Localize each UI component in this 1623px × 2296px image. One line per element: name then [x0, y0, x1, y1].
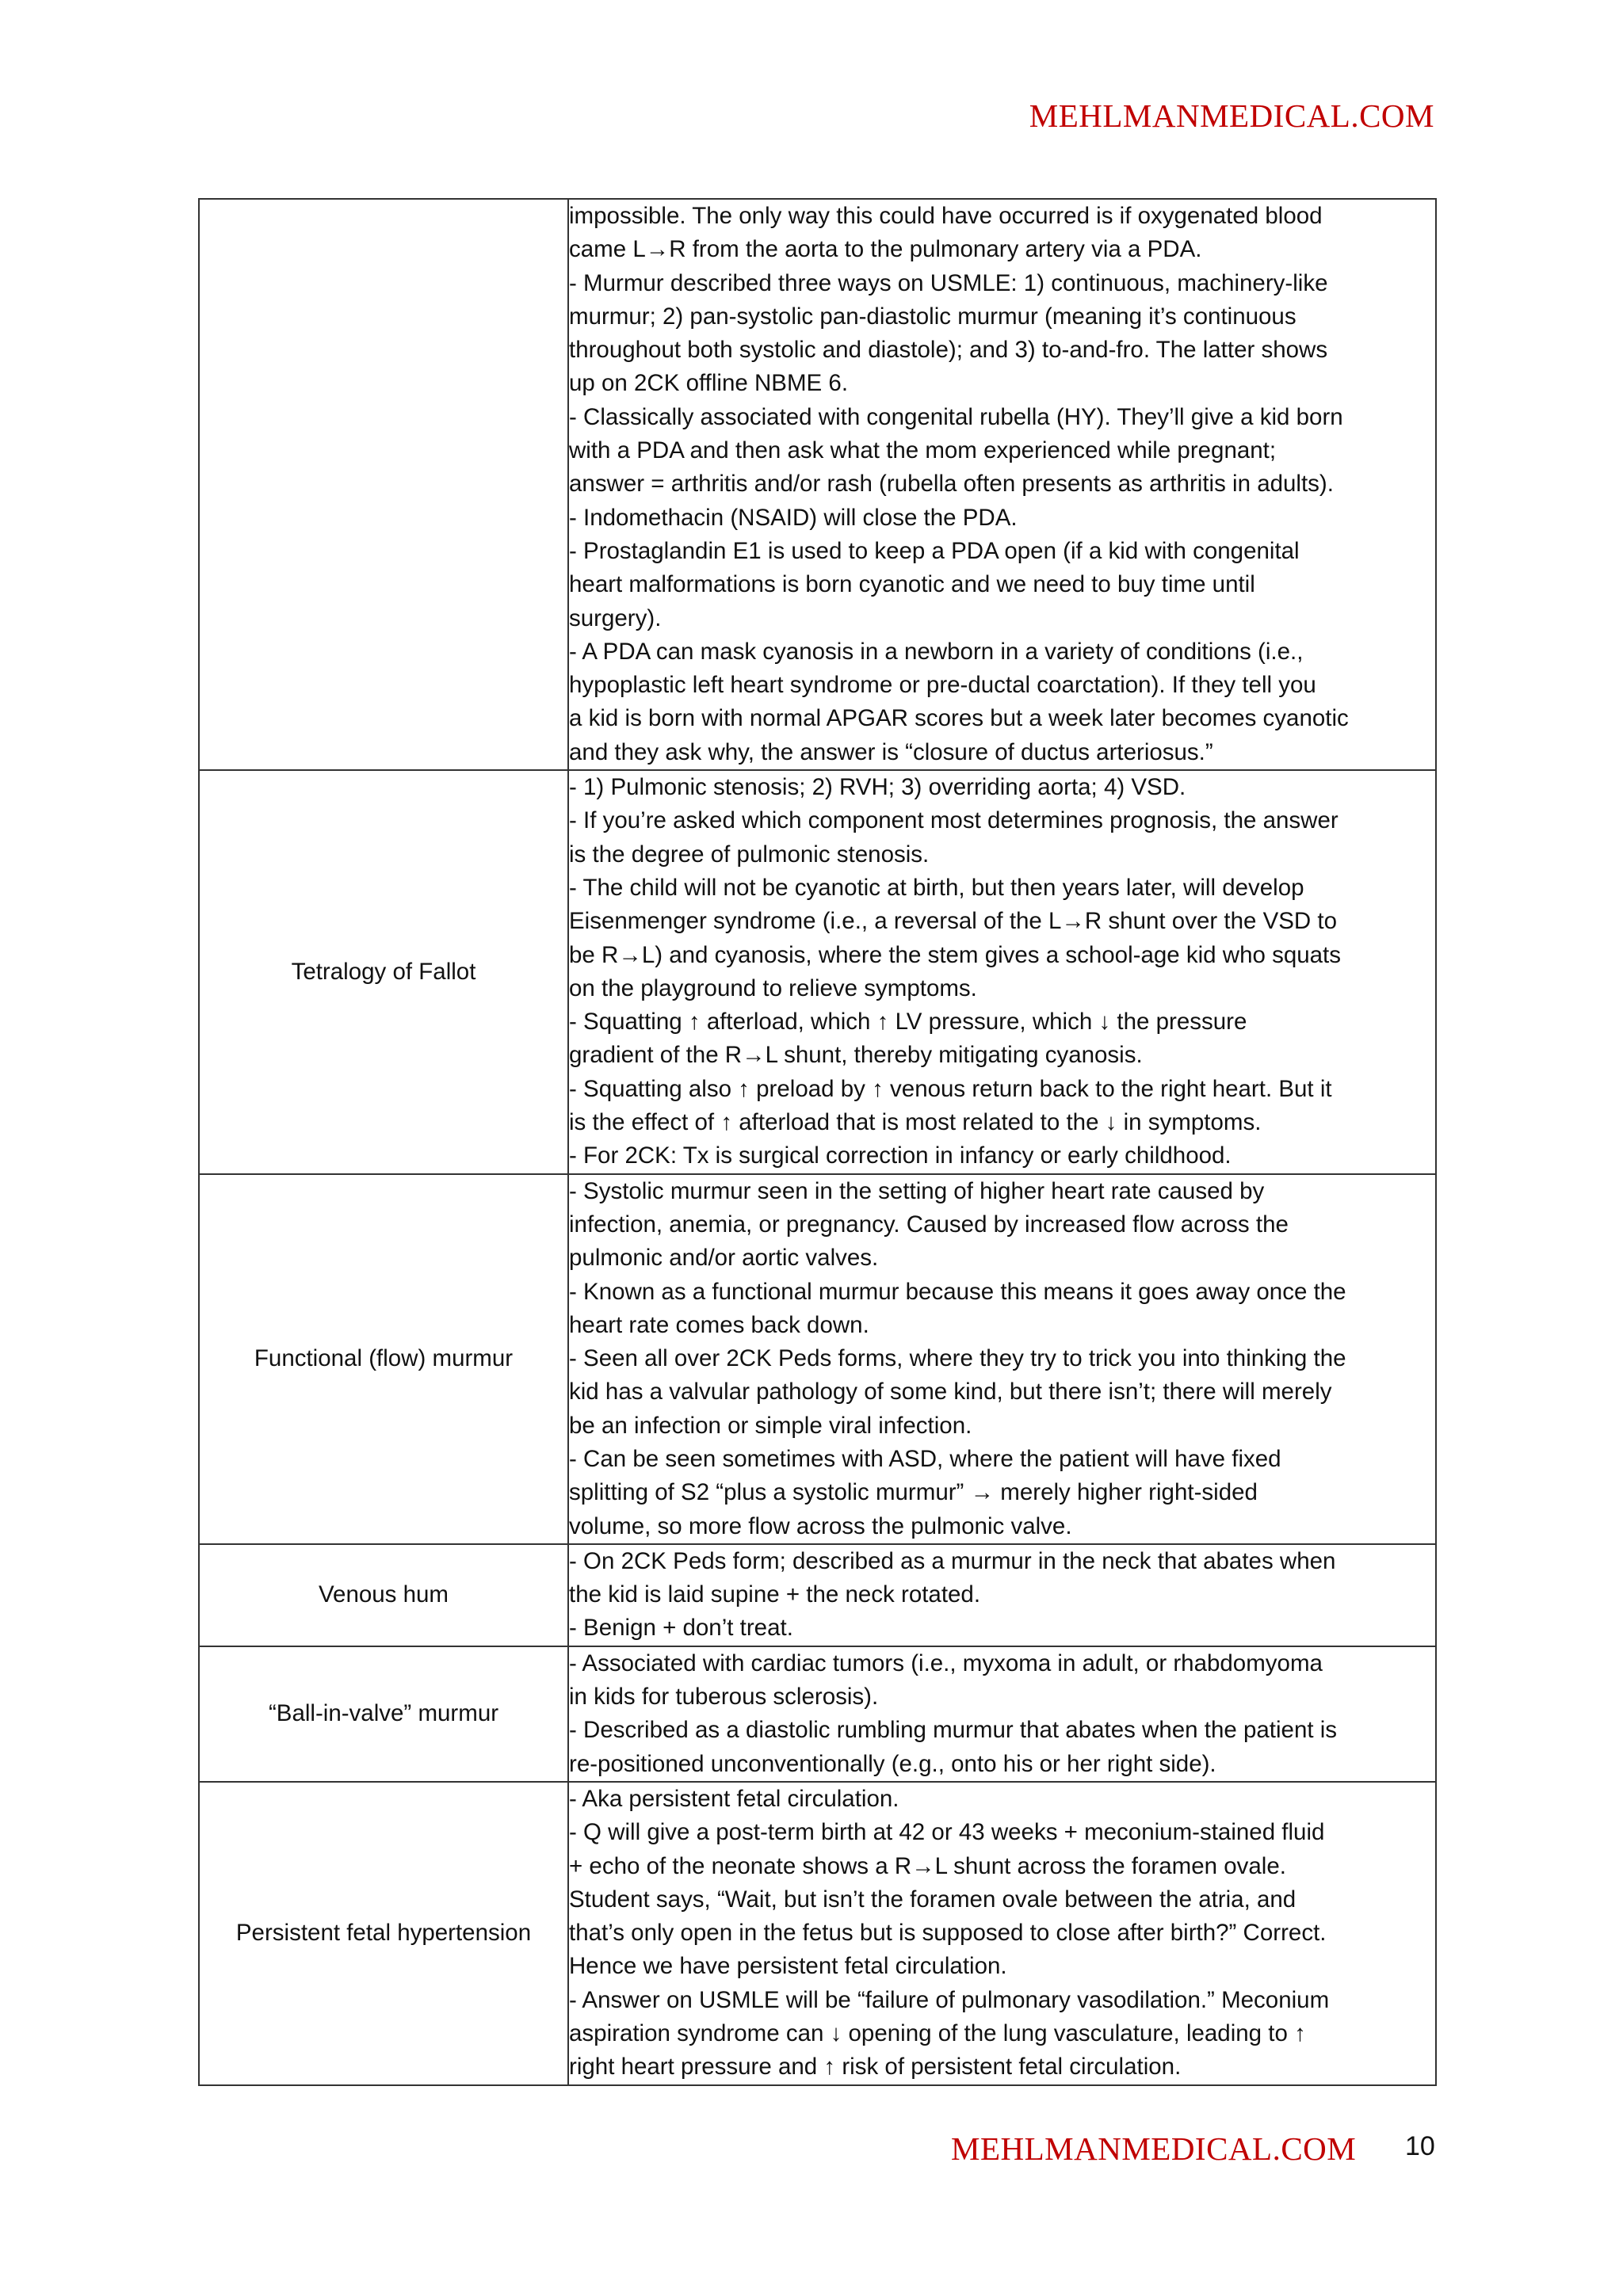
term-cell: Persistent fetal hypertension [199, 1782, 568, 2085]
description-line: - Murmur described three ways on USMLE: 1) continuous, machinery-like [569, 269, 1328, 296]
footer-site-brand: MEHLMANMEDICAL.COM [951, 2130, 1357, 2167]
term-cell [199, 199, 568, 770]
table-row [199, 770, 1436, 1174]
table-row [199, 1174, 1436, 1544]
description-line: splitting of S2 “plus a systolic murmur” → merely higher right-sided [569, 1479, 1258, 1506]
description-line: and they ask why, the answer is “closure of ductus arteriosus.” [569, 738, 1213, 765]
description-line: kid has a valvular pathology of some kind, but there isn’t; there will merely [569, 1379, 1332, 1405]
description-line: came L→R from the aorta to the pulmonary artery via a PDA. [569, 236, 1202, 263]
description-line: - Seen all over 2CK Peds forms, where they try to trick you into thinking the [569, 1345, 1346, 1372]
description-line: - Known as a functional murmur because this means it goes away once the [569, 1278, 1346, 1305]
description-cell [568, 1646, 1436, 1782]
description-line: - A PDA can mask cyanosis in a newborn in a variety of conditions (i.e., [569, 638, 1304, 665]
description-line: + echo of the neonate shows a R→L shunt across the foramen ovale. [569, 1852, 1286, 1879]
description-line: - Systolic murmur seen in the setting of higher heart rate caused by [569, 1177, 1265, 1204]
description-line: - Q will give a post-term birth at 42 or 43 weeks + meconium-stained fluid [569, 1819, 1325, 1846]
table-row [199, 1782, 1436, 2085]
description-line: impossible. The only way this could have occurred is if oxygenated blood [569, 203, 1323, 229]
description-line: - Prostaglandin E1 is used to keep a PDA open (if a kid with congenital [569, 537, 1300, 564]
description-line: right heart pressure and ↑ risk of persistent fetal circulation. [569, 2054, 1182, 2081]
description-line: - Associated with cardiac tumors (i.e., myxoma in adult, or rhabdomyoma [569, 1650, 1323, 1676]
description-line: is the degree of pulmonic stenosis. [569, 841, 930, 868]
table-row [199, 1544, 1436, 1646]
description-line: answer = arthritis and/or rash (rubella often presents as arthritis in adults). [569, 471, 1334, 498]
description-line: the kid is laid supine + the neck rotated. [569, 1581, 981, 1608]
description-line: infection, anemia, or pregnancy. Caused by increased flow across the [569, 1211, 1289, 1238]
description-line: pulmonic and/or aortic valves. [569, 1245, 879, 1272]
description-line: Student says, “Wait, but isn’t the foramen ovale between the atria, and [569, 1886, 1296, 1913]
description-line: gradient of the R→L shunt, thereby mitigating cyanosis. [569, 1042, 1143, 1069]
description-line: a kid is born with normal APGAR scores but a week later becomes cyanotic [569, 705, 1349, 732]
notes-table [198, 198, 1437, 2086]
description-line: surgery). [569, 605, 662, 631]
description-cell [568, 1782, 1436, 2085]
description-line: - The child will not be cyanotic at birth, but then years later, will develop [569, 874, 1304, 901]
table-row [199, 199, 1436, 770]
description-line: heart malformations is born cyanotic and we need to buy time until [569, 571, 1255, 598]
description-line: murmur; 2) pan-systolic pan-diastolic murmur (meaning it’s continuous [569, 303, 1296, 330]
description-line: - Indomethacin (NSAID) will close the PDA. [569, 504, 1018, 531]
description-line: Hence we have persistent fetal circulation. [569, 1953, 1007, 1980]
page-number: 10 [1405, 2131, 1435, 2161]
term-cell: “Ball-in-valve” murmur [199, 1646, 568, 1782]
description-line: that’s only open in the fetus but is supposed to close after birth?” Correct. [569, 1920, 1327, 1947]
description-line: - Benign + don’t treat. [569, 1615, 793, 1642]
description-cell [568, 1174, 1436, 1544]
description-cell [568, 1544, 1436, 1646]
term-cell: Functional (flow) murmur [199, 1174, 568, 1544]
description-line: - Classically associated with congenital rubella (HY). They’ll give a kid born [569, 403, 1343, 430]
description-cell [568, 770, 1436, 1174]
description-line: - Squatting also ↑ preload by ↑ venous return back to the right heart. But it [569, 1075, 1332, 1102]
description-line: is the effect of ↑ afterload that is most related to the ↓ in symptoms. [569, 1109, 1262, 1136]
description-line: up on 2CK offline NBME 6. [569, 370, 849, 397]
description-line: be an infection or simple viral infection. [569, 1412, 972, 1439]
description-line: hypoplastic left heart syndrome or pre-ductal coarctation). If they tell you [569, 672, 1316, 699]
description-line: throughout both systolic and diastole); and 3) to-and-fro. The latter shows [569, 337, 1328, 364]
description-line: - 1) Pulmonic stenosis; 2) RVH; 3) overriding aorta; 4) VSD. [569, 774, 1186, 801]
description-line: - Squatting ↑ afterload, which ↑ LV pressure, which ↓ the pressure [569, 1009, 1247, 1035]
description-line: on the playground to relieve symptoms. [569, 974, 977, 1001]
description-cell [568, 199, 1436, 770]
description-line: in kids for tuberous sclerosis). [569, 1684, 879, 1711]
description-line: heart rate comes back down. [569, 1311, 869, 1338]
description-line: - On 2CK Peds form; described as a murmur in the neck that abates when [569, 1547, 1336, 1574]
description-line: - Answer on USMLE will be “failure of pulmonary vasodilation.” Meconium [569, 1986, 1330, 2013]
description-line: be R→L) and cyanosis, where the stem gives a school-age kid who squats [569, 941, 1342, 968]
header-site-brand: MEHLMANMEDICAL.COM [1029, 97, 1434, 134]
description-line: - If you’re asked which component most determines prognosis, the answer [569, 807, 1338, 834]
description-line: Eisenmenger syndrome (i.e., a reversal of the L→R shunt over the VSD to [569, 908, 1338, 935]
description-line: - Can be seen sometimes with ASD, where the patient will have fixed [569, 1445, 1281, 1472]
term-cell: Venous hum [199, 1544, 568, 1646]
description-line: volume, so more flow across the pulmonic valve. [569, 1512, 1072, 1539]
description-line: - Described as a diastolic rumbling murmur that abates when the patient is [569, 1717, 1338, 1744]
description-line: - For 2CK: Tx is surgical correction in infancy or early childhood. [569, 1142, 1232, 1169]
description-line: re-positioned unconventionally (e.g., onto his or her right side). [569, 1750, 1216, 1777]
description-line: - Aka persistent fetal circulation. [569, 1785, 899, 1812]
description-line: with a PDA and then ask what the mom experienced while pregnant; [569, 437, 1277, 464]
table-row [199, 1646, 1436, 1782]
description-line: aspiration syndrome can ↓ opening of the lung vasculature, leading to ↑ [569, 2020, 1306, 2047]
term-cell: Tetralogy of Fallot [199, 770, 568, 1174]
